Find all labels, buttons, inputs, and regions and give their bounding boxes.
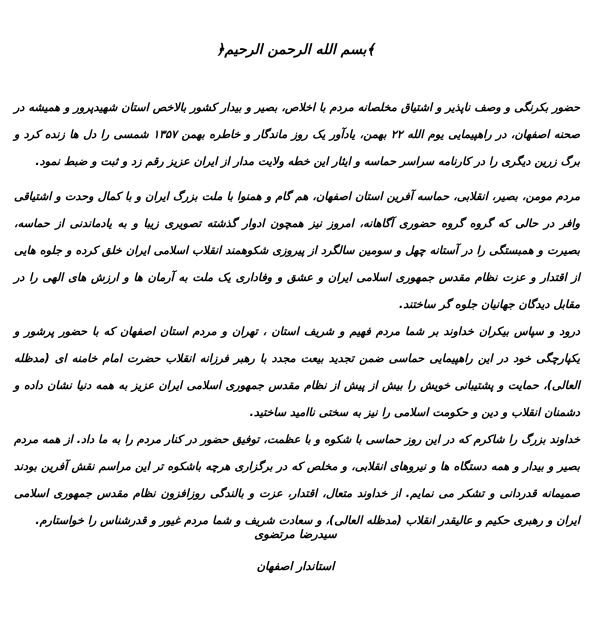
paragraph-1: حضور بکرنگی و وصف ناپذیر و اشتیاق مخلصانه مردم با اخلاص، بصیر و بیدار کشور بالاخص استان شهیدپرور و همیشه در صحنه اصفهان، در راهپیمایی یوم الله ۲۲ بهمن، یادآور یک روز ماندگار و خاطره بهمن ۱۳۵۷ شمسی را دل ها زنده کرد و برگ زرین دیگری را در کارنامه سراسر حماسه و ایثار این خطه ولایت مدار از ایران عزیز رقم زد و ثبت و ضبط نمود. <box>14 101 580 168</box>
signatory-title: استاندار اصفهان <box>256 559 335 573</box>
signatory-name: سیدرضا مرتضوی <box>254 527 337 541</box>
statement-body <box>14 94 580 534</box>
signature-block <box>0 518 591 582</box>
paragraph-3: درود و سپاس بیکران خداوند بر شما مردم فهیم و شریف استان ، تهران و مردم استان اصفهان که با حضور پرشور و یکپارچگی خود در این راهپیمایی حماسی ضمن تجدید بیعت مجدد با رهبر فرزانه انقلاب حضرت امام خامنه ای (مدظله العالی)، حمایت و پشتیبانی خویش را بیش از پیش از نظام مقدس جمهوری اسلامی ایران عزیز به همه دنیا نشان داده و دشمنان انقلاب و دین و حکومت اسلامی را نیز به سختی ناامید ساختید. <box>14 325 580 419</box>
paragraph-2: مردم مومن، بصیر، انقلابی، حماسه آفرین استان اصفهان، هم گام و همنوا با ملت بزرگ ایران و با کمال وحدت و اشتیاقی وافر در حالی که گروه گروه حضوری آگاهانه، امروز نیز همچون ادوار گذشته تصویری زیبا و به یادماندنی از حماسه، بصیرت و همبستگی را در آستانه چهل و سومین سالگرد از پیروزی شکوهمند انقلاب اسلامی ایران خلق کرده و جلوه هایی از اقتدار و عزت نظام مقدس جمهوری اسلامی ایران و عشق و وفاداری یک ملت به آرمان ها و ارزش های الهی را در مقابل دیدگان جهانیان جلوه گر ساختند. <box>14 190 580 311</box>
paragraph-4: خداوند بزرگ را شاکرم که در این روز حماسی با شکوه و با عظمت، توفیق حضور در کنار مردم را به ما داد. از همه مردم بصیر و بیدار و همه دستگاه ها و نیروهای انقلابی، و مخلص که در برگزاری هرچه باشکوه تر این مراسم نقش آفرین بودند صمیمانه قدردانی و تشکر می نمایم. از خداوند متعال، اقتدار، عزت و بالندگی روزافزون نظام مقدس جمهوری اسلامی ایران و رهبری حکیم و عالیقدر انقلاب (مدظله العالی)، و سعادت شریف و شما مردم غیور و قدرشناس را خواستارم. <box>14 433 580 527</box>
bismillah-heading: ﴿بسم الله الرحمن الرحیم﴾ <box>216 42 375 58</box>
